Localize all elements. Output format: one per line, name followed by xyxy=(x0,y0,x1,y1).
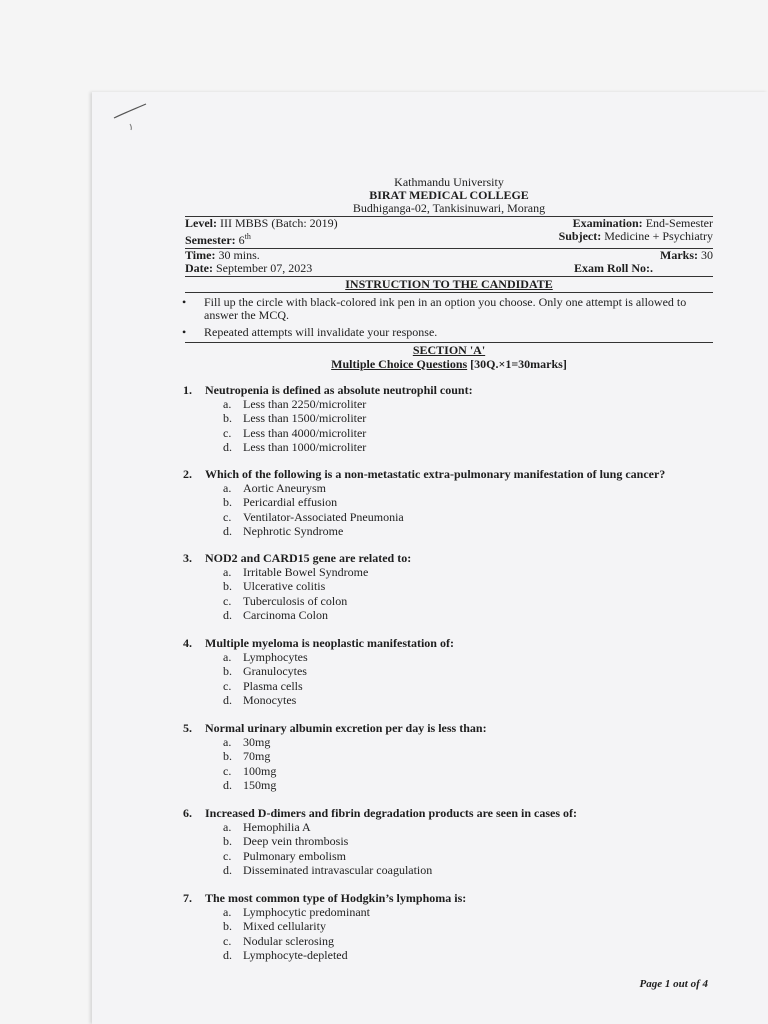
answer-option[interactable] xyxy=(223,565,713,579)
answer-option[interactable] xyxy=(223,608,713,622)
answer-option[interactable] xyxy=(223,834,713,848)
option-letter: c. xyxy=(223,933,232,948)
answer-option[interactable] xyxy=(223,820,713,834)
option-letter: d. xyxy=(223,439,232,454)
question-text: Which of the following is a non-metastatic extra-pulmonary manifestation of lung cancer? xyxy=(205,467,666,481)
question-block xyxy=(183,721,713,792)
option-text: Nephrotic Syndrome xyxy=(243,523,344,538)
level-value: III MBBS (Batch: 2019) xyxy=(220,216,338,230)
question-block xyxy=(183,467,713,538)
answer-option[interactable] xyxy=(223,397,713,411)
option-letter: b. xyxy=(223,749,232,764)
question-text-row xyxy=(183,636,713,650)
question-block xyxy=(183,551,713,622)
option-text: Nodular sclerosing xyxy=(243,933,334,948)
answer-option[interactable] xyxy=(223,426,713,440)
option-text: Ulcerative colitis xyxy=(243,579,326,594)
answer-option[interactable] xyxy=(223,594,713,608)
question-number: 3. xyxy=(183,551,192,565)
marks-label: Marks: xyxy=(660,248,698,262)
option-letter: d. xyxy=(223,523,232,538)
question-block xyxy=(183,636,713,707)
section-title: SECTION 'A' xyxy=(412,343,486,357)
option-text: Monocytes xyxy=(243,692,297,707)
question-block xyxy=(183,806,713,877)
option-text: Ventilator-Associated Pneumonia xyxy=(243,509,404,524)
question-number: 5. xyxy=(183,721,192,735)
answer-option[interactable] xyxy=(223,440,713,454)
option-text: Plasma cells xyxy=(243,678,303,693)
answer-option[interactable] xyxy=(223,481,713,495)
option-letter: b. xyxy=(223,411,232,426)
answer-option[interactable] xyxy=(223,495,713,509)
option-letter: a. xyxy=(223,820,232,834)
answer-option[interactable] xyxy=(223,764,713,778)
instruction-text: Fill up the circle with black-colored ink pen in an option you choose. Only one attempt is allowed to answer the MCQ. xyxy=(204,295,687,322)
question-text: Neutropenia is defined as absolute neutrophil count: xyxy=(205,383,473,397)
option-text: Disseminated intravascular coagulation xyxy=(243,862,433,877)
option-text: Aortic Aneurysm xyxy=(243,481,326,495)
option-text: 150mg xyxy=(243,777,277,792)
date-value: September 07, 2023 xyxy=(215,261,313,275)
question-text-row xyxy=(183,383,713,397)
answer-option[interactable] xyxy=(223,905,713,919)
semester-value: 6 xyxy=(238,233,245,247)
option-letter: a. xyxy=(223,735,232,749)
answer-option[interactable] xyxy=(223,749,713,763)
option-text: Less than 1500/microliter xyxy=(243,411,367,426)
answer-option[interactable] xyxy=(223,650,713,664)
answer-option[interactable] xyxy=(223,524,713,538)
option-letter: b. xyxy=(223,495,232,510)
pen-mark-icon xyxy=(112,100,148,134)
answer-option[interactable] xyxy=(223,679,713,693)
question-text-row xyxy=(183,891,713,905)
option-text: Lymphocytes xyxy=(243,650,308,664)
option-text: Pulmonary embolism xyxy=(243,848,346,863)
option-letter: c. xyxy=(223,509,232,524)
question-text: Normal urinary albumin excretion per day is less than: xyxy=(205,721,487,735)
semester-suffix: th xyxy=(244,232,251,241)
option-letter: b. xyxy=(223,579,232,594)
option-letter: d. xyxy=(223,947,232,962)
option-letter: b. xyxy=(223,834,232,849)
question-text: The most common type of Hodgkin’s lymphoma is: xyxy=(205,891,467,905)
question-text-row xyxy=(183,721,713,735)
instructions-title: INSTRUCTION TO THE CANDIDATE xyxy=(345,277,553,291)
question-number: 7. xyxy=(183,891,192,905)
option-text: 30mg xyxy=(243,735,271,749)
university-name: Kathmandu University xyxy=(394,175,504,189)
answer-option[interactable] xyxy=(223,411,713,425)
answer-option[interactable] xyxy=(223,863,713,877)
option-text: 70mg xyxy=(243,749,271,764)
option-letter: c. xyxy=(223,678,232,693)
option-letter: d. xyxy=(223,862,232,877)
option-text: Less than 1000/microliter xyxy=(243,439,367,454)
question-number: 4. xyxy=(183,636,192,650)
answer-option[interactable] xyxy=(223,664,713,678)
answer-option[interactable] xyxy=(223,849,713,863)
answer-option[interactable] xyxy=(223,735,713,749)
option-letter: b. xyxy=(223,919,232,934)
answer-option[interactable] xyxy=(223,510,713,524)
section-subtitle: Multiple Choice Questions xyxy=(331,357,468,371)
subject-value: Medicine + Psychiatry xyxy=(604,229,713,243)
subject-label: Subject: xyxy=(558,229,602,243)
instruction-item: • Fill up the circle with black-colored ink pen in an option you choose. Only one attempt is allowed to answer the MCQ. xyxy=(182,296,714,322)
option-letter: a. xyxy=(223,565,232,579)
option-letter: c. xyxy=(223,425,232,440)
option-text: Irritable Bowel Syndrome xyxy=(243,565,369,579)
option-letter: a. xyxy=(223,397,232,411)
time-label: Time: xyxy=(185,248,216,262)
semester-subject-row xyxy=(185,230,713,247)
question-number: 2. xyxy=(183,467,192,481)
question-number: 1. xyxy=(183,383,192,397)
page-number: Page 1 out of 4 xyxy=(639,978,708,990)
section-header xyxy=(185,341,713,371)
semester-label: Semester: xyxy=(185,233,236,247)
option-text: Lymphocytic predominant xyxy=(243,905,370,919)
question-text: NOD2 and CARD15 gene are related to: xyxy=(205,551,412,565)
option-letter: d. xyxy=(223,777,232,792)
section-marks: [30Q.×1=30marks] xyxy=(470,357,567,371)
answer-option[interactable] xyxy=(223,948,713,962)
option-text: Mixed cellularity xyxy=(243,919,326,934)
time-value: 30 mins. xyxy=(218,248,260,262)
question-text-row xyxy=(183,551,713,565)
option-letter: c. xyxy=(223,593,232,608)
divider xyxy=(185,292,713,293)
option-text: Less than 4000/microliter xyxy=(243,425,367,440)
marks-value: 30 xyxy=(701,248,713,262)
level-label: Level: xyxy=(185,216,217,230)
exam-header xyxy=(185,176,713,293)
option-letter: b. xyxy=(223,664,232,679)
answer-option[interactable] xyxy=(223,778,713,792)
college-address: Budhiganga-02, Tankisinuwari, Morang xyxy=(352,201,546,215)
question-block xyxy=(183,383,713,454)
option-text: Hemophilia A xyxy=(243,820,311,834)
option-letter: c. xyxy=(223,848,232,863)
answer-option[interactable] xyxy=(223,579,713,593)
question-text: Increased D-dimers and fibrin degradation products are seen in cases of: xyxy=(205,806,577,820)
exam-label: Examination: xyxy=(572,216,643,230)
date-label: Date: xyxy=(185,261,213,275)
answer-option[interactable] xyxy=(223,919,713,933)
option-text: Lymphocyte-depleted xyxy=(243,947,348,962)
question-text: Multiple myeloma is neoplastic manifestation of: xyxy=(205,636,454,650)
college-name: BIRAT MEDICAL COLLEGE xyxy=(369,188,529,202)
option-letter: a. xyxy=(223,650,232,664)
exam-value: End-Semester xyxy=(645,216,713,230)
answer-option[interactable] xyxy=(223,934,713,948)
option-letter: a. xyxy=(223,481,232,495)
instruction-item: • Repeated attempts will invalidate your response. xyxy=(182,325,438,339)
date-roll-row xyxy=(185,262,713,275)
option-text: Deep vein thrombosis xyxy=(243,834,349,849)
option-text: 100mg xyxy=(243,763,277,778)
option-letter: a. xyxy=(223,905,232,919)
option-letter: d. xyxy=(223,692,232,707)
option-letter: d. xyxy=(223,607,232,622)
answer-option[interactable] xyxy=(223,693,713,707)
option-letter: c. xyxy=(223,763,232,778)
option-text: Less than 2250/microliter xyxy=(243,397,367,411)
question-block xyxy=(183,891,713,962)
instructions-list xyxy=(182,296,714,343)
question-number: 6. xyxy=(183,806,192,820)
instruction-text: Repeated attempts will invalidate your response. xyxy=(204,325,438,339)
question-text-row xyxy=(183,467,713,481)
option-text: Carcinoma Colon xyxy=(243,607,328,622)
question-text-row xyxy=(183,806,713,820)
option-text: Tuberculosis of colon xyxy=(243,593,348,608)
roll-number-label: Exam Roll No:. xyxy=(574,261,653,275)
option-text: Pericardial effusion xyxy=(243,495,338,510)
option-text: Granulocytes xyxy=(243,664,307,679)
